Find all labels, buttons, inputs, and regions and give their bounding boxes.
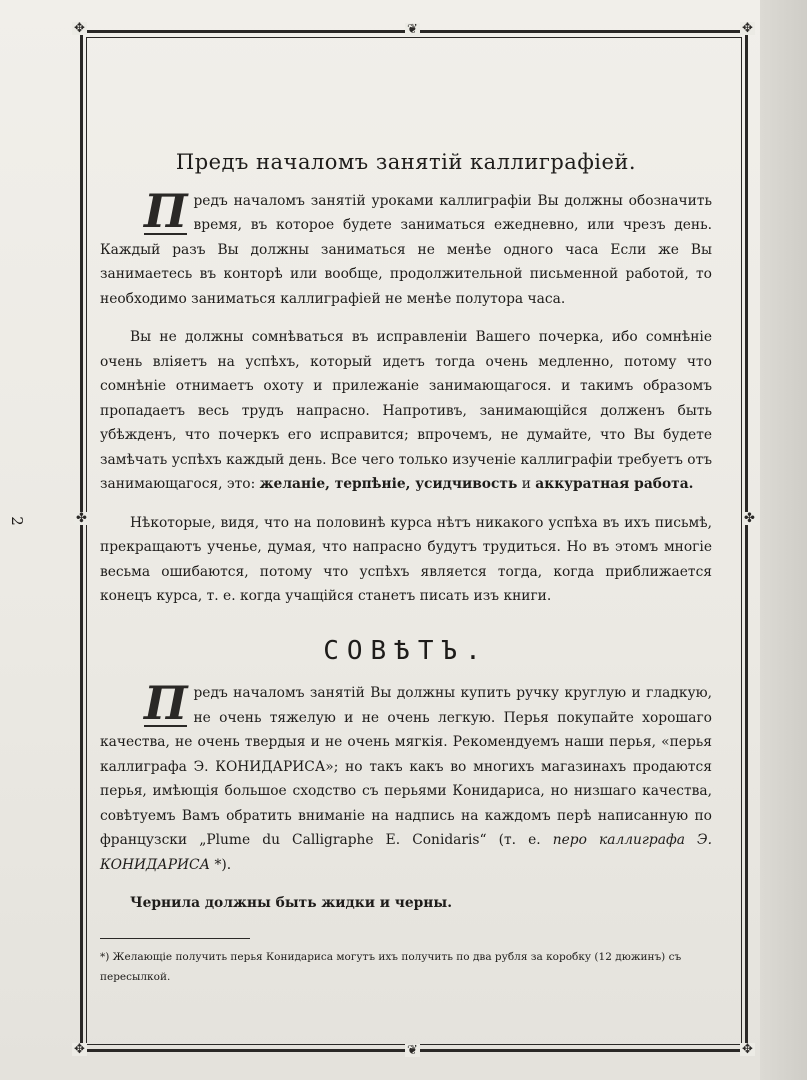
corner-ornament-icon: ✥	[742, 1042, 753, 1057]
left-center-ornament-icon: ✤	[76, 511, 87, 526]
paragraph-text: Нѣкоторые, видя, что на половинѣ курса нѣтъ никакого успѣха въ ихъ письмѣ, прекращаютъ ученье, думая, что напрасно будутъ трудиться. Но въ этомъ многіе весьма ошибаются, потому что успѣхъ является тогда, когда приближается конецъ курса, т. е. когда учащійся станетъ писать изъ книги.	[100, 514, 712, 604]
footnote-divider	[100, 938, 250, 939]
emphasis-qualities: желаніе, терпѣніе, усидчивость	[259, 476, 518, 492]
paren-open: (т. е.	[498, 832, 541, 848]
corner-ornament-icon: ✥	[74, 21, 85, 36]
paragraph-text: Вы не должны сомнѣваться въ исправленіи Вашего почерка, ибо сомнѣніе очень вліяетъ на успѣхъ, который идетъ тогда очень медленно, потому что сомнѣніе отнимаетъ охоту и прилежаніе занимающагося. и такимъ образомъ пропадаетъ весь трудъ напрасно. Напротивъ, занимающійся долженъ быть убѣжденъ, что почеркъ его исправится; впрочемъ, не думайте, что Вы будете замѣчать успѣхъ каждый день. Все чего только изученіе каллиграфіи требуетъ отъ занимающагося, это:	[100, 329, 712, 492]
next-page-edge	[760, 0, 807, 1080]
page-number: 2	[7, 516, 26, 526]
page-title: Предъ началомъ занятій каллиграфіей.	[175, 150, 637, 174]
joiner-word: и	[521, 476, 531, 492]
paragraph-text: редъ началомъ занятій Вы должны купить ручку круглую и гладкую, не очень тяжелую и не очень легкую. Перья покупайте хорошаго качества, не очень твердыя и не очень мягкія. Рекомендуемъ наши перья, «перья каллиграфа Э. КОНИДАРИСА»; но такъ какъ во многихъ магазинахъ продаются перья, имѣющія большое сходство съ перьями Конидариса, но низшаго качества, совѣтуемъ Вамъ обратить вниманіе на надпись на каждомъ перѣ написанную по французски	[100, 685, 712, 848]
dropcap-letter: П	[144, 676, 188, 730]
paragraph-doubt	[100, 325, 712, 497]
advice-heading: СОВѢТЪ.	[323, 635, 489, 666]
top-center-ornament-icon: ❦	[407, 22, 418, 37]
corner-ornament-icon: ✥	[742, 21, 753, 36]
bottom-center-ornament-icon: ❦	[407, 1043, 418, 1058]
dropcap-letter: П	[144, 183, 188, 238]
corner-ornament-icon: ✥	[74, 1042, 85, 1057]
french-inscription: „Plume du Calligraphe E. Conidaris“	[199, 832, 487, 848]
italic-pen-name: перо каллиграфа Э. КОНИДАРИСА	[100, 832, 712, 873]
right-center-ornament-icon: ✤	[744, 511, 755, 526]
paren-close: *).	[214, 856, 232, 873]
paragraph-text: редъ началомъ занятій уроками каллиграфіи Вы должны обозначить время, въ которое будете заниматься ежедневно, или чрезъ день. Каждый разъ Вы должны заниматься не менѣе одного часа Если же Вы занимаетесь въ конторѣ или вообще, продолжительной письменной работой, то необходимо заниматься каллиграфіей не менѣе полутора часа.	[100, 192, 712, 307]
ink-note: Чернила должны быть жидки и черны.	[130, 895, 453, 911]
emphasis-careful-work: аккуратная работа.	[535, 476, 694, 492]
paragraph-intro	[100, 183, 712, 312]
footnote: *) Желающіе получить перья Конидариса могутъ ихъ получить по два рубля за коробку (12 дюжинъ) съ пересылкой.	[100, 950, 682, 983]
page-content	[100, 150, 712, 987]
paragraph-advice	[100, 676, 712, 877]
paragraph-progress	[100, 511, 712, 609]
